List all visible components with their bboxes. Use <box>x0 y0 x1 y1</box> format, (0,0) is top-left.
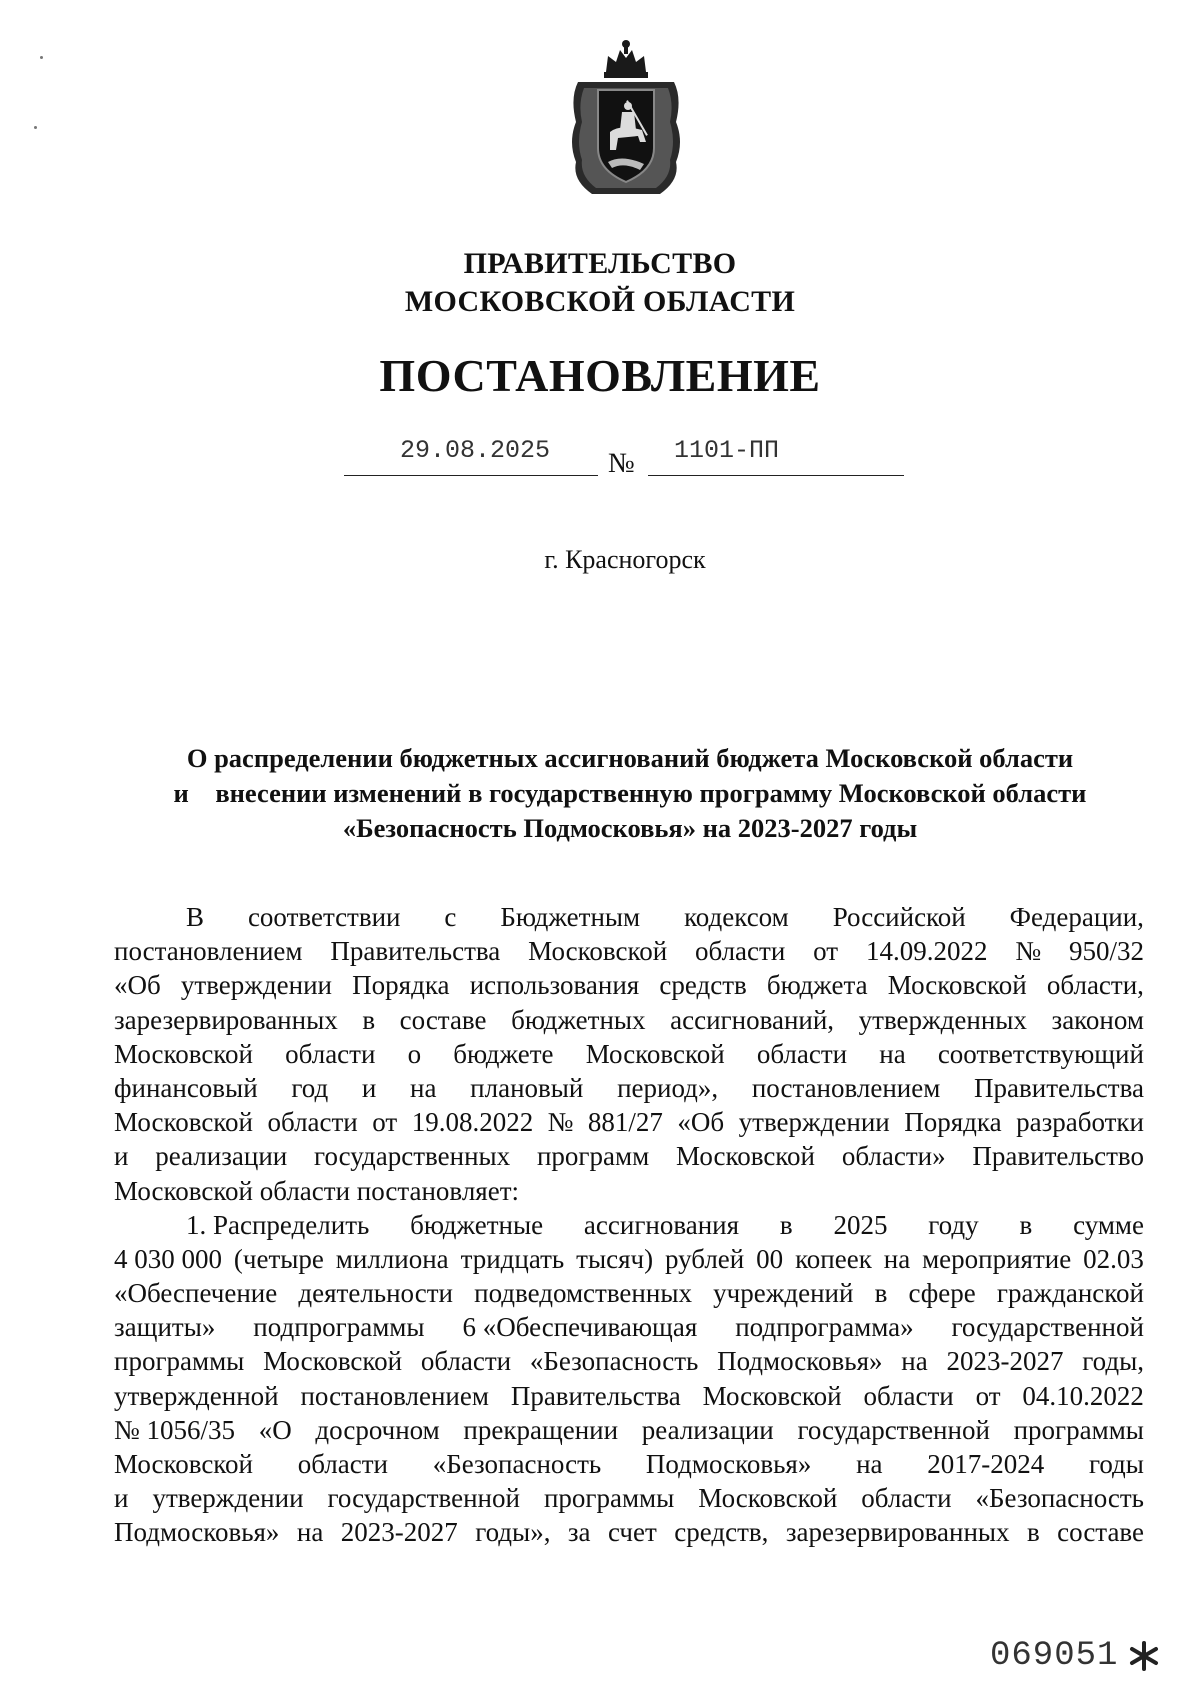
body-word: бюджетных <box>511 1004 646 1035</box>
body-word: подпрограммы <box>253 1312 425 1343</box>
body-word: Московской <box>114 1038 254 1069</box>
body-word: Московской <box>887 970 1027 1001</box>
body-word: постановлением <box>300 1380 489 1411</box>
body-word: 02.03 <box>1083 1243 1144 1274</box>
body-word: 00 <box>756 1243 784 1274</box>
body-word: плановый <box>470 1072 584 1103</box>
body-word: области <box>297 1449 388 1479</box>
body-line <box>114 1242 1144 1276</box>
date-underline <box>344 475 598 476</box>
body-line: Московской области постановляет: <box>114 1175 519 1206</box>
document-serial-number: 069051 <box>990 1637 1119 1675</box>
body-word: в <box>362 1004 376 1035</box>
body-line <box>114 1413 1144 1447</box>
body-word: гражданской <box>996 1278 1144 1309</box>
document-type-heading: ПОСТАНОВЛЕНИЕ <box>379 350 821 401</box>
body-word: 4 030 000 <box>114 1243 222 1274</box>
body-word: годы <box>1088 1449 1144 1479</box>
body-word: В <box>186 902 205 932</box>
body-word: области <box>285 1038 376 1069</box>
body-line <box>114 1208 1144 1242</box>
body-word: Московской <box>702 1380 842 1411</box>
body-word: на <box>883 1243 911 1274</box>
body-line <box>114 1139 1144 1173</box>
body-word: Порядка <box>904 1107 1002 1138</box>
scan-speck <box>40 56 43 59</box>
body-word: на <box>901 1346 928 1377</box>
body-word: «Безопасность <box>975 1483 1144 1514</box>
body-word: с <box>444 902 457 932</box>
body-word: области, <box>1046 970 1144 1001</box>
document-number: 1101-ПП <box>674 436 780 465</box>
body-word: мероприятие <box>922 1243 1072 1274</box>
body-word: государственной <box>327 1483 520 1514</box>
body-word: Правительства <box>330 936 501 967</box>
body-word: № <box>1015 936 1042 967</box>
body-word: 1. Распределить <box>186 1209 370 1240</box>
body-word: сфере <box>908 1278 976 1309</box>
body-word: (четыре <box>233 1243 324 1274</box>
body-word: «Об <box>114 970 161 1001</box>
body-word: утверждении <box>738 1107 890 1138</box>
body-line <box>114 1344 1144 1378</box>
body-word: Порядка <box>352 970 450 1001</box>
body-word: на <box>296 1517 324 1548</box>
government-name-line1: ПРАВИТЕЛЬСТВО <box>463 247 737 280</box>
body-word: тридцать <box>460 1243 565 1274</box>
body-word: Московской <box>263 1346 403 1377</box>
body-word: составе <box>1057 1517 1144 1548</box>
body-word: разработки <box>1016 1107 1144 1138</box>
document-body <box>114 900 1144 1550</box>
body-word: постановлением <box>751 1072 941 1103</box>
body-word: годы», <box>475 1517 551 1548</box>
body-line <box>114 934 1144 968</box>
document-date: 29.08.2025 <box>400 436 551 465</box>
moscow-oblast-coat-of-arms-icon <box>562 38 690 200</box>
body-word: утверждении <box>180 970 333 1001</box>
body-word: в <box>1019 1209 1033 1240</box>
body-word: № <box>547 1107 574 1138</box>
body-word: зарезервированных <box>785 1517 1010 1548</box>
body-word: годы, <box>1082 1346 1144 1377</box>
body-word: защиты» <box>114 1312 216 1343</box>
government-name-line2: МОСКОВСКОЙ ОБЛАСТИ <box>404 285 796 318</box>
body-word: Подмосковья» <box>717 1346 883 1377</box>
body-word: 04.10.2022 <box>1022 1380 1144 1411</box>
body-word: и <box>361 1072 377 1103</box>
body-word: Московской <box>585 1038 725 1069</box>
body-line <box>114 1379 1144 1413</box>
body-word: счет <box>607 1517 657 1548</box>
body-line <box>114 1003 1144 1037</box>
body-word: 2017-2024 <box>927 1449 1045 1479</box>
body-word: зарезервированных <box>114 1004 338 1035</box>
body-word: кодексом <box>684 902 789 932</box>
document-title-line2: и внесении изменений в государственную программу Московской области <box>173 778 1087 808</box>
body-word: Московской <box>528 936 668 967</box>
body-word: «О <box>258 1414 292 1445</box>
body-word: составе <box>399 1004 487 1035</box>
body-word: 2023-2027 <box>340 1517 458 1548</box>
body-word: «Обеспечение <box>114 1278 278 1309</box>
body-word: соответствующий <box>937 1038 1144 1069</box>
body-word: прекращении <box>463 1414 619 1445</box>
body-word: средств, <box>674 1517 769 1548</box>
body-word: на <box>879 1038 906 1069</box>
body-word: Подмосковья» <box>114 1517 280 1548</box>
body-line <box>114 968 1144 1002</box>
body-word: соответствии <box>247 902 401 932</box>
body-word: в <box>779 1209 793 1240</box>
document-title-line1: О распределении бюджетных ассигнований бюджета Московской области <box>186 743 1074 773</box>
body-word: использования <box>469 970 640 1001</box>
body-word: 14.09.2022 <box>865 936 988 967</box>
body-word: Московской <box>114 1107 254 1138</box>
body-word: программ <box>536 1141 650 1172</box>
body-line <box>114 1481 1144 1515</box>
body-word: законом <box>1051 1004 1144 1035</box>
body-line <box>114 1447 1144 1481</box>
body-word: программы <box>114 1346 245 1377</box>
body-word: от <box>372 1107 398 1138</box>
body-word: учреждений <box>713 1278 854 1309</box>
body-word: за <box>567 1517 591 1548</box>
body-word: постановлением <box>114 936 303 967</box>
body-word: на <box>856 1449 883 1479</box>
body-word: области <box>267 1107 358 1138</box>
body-line <box>114 1310 1144 1344</box>
body-word: на <box>410 1072 437 1103</box>
body-word: подпрограмма» <box>735 1312 914 1343</box>
body-word: области <box>863 1380 954 1411</box>
number-underline <box>648 475 904 476</box>
body-word: тысяч) <box>576 1243 654 1274</box>
body-word: программы <box>543 1483 675 1514</box>
body-word: Правительство <box>972 1141 1144 1172</box>
body-word: № 1056/35 <box>114 1414 236 1445</box>
body-word: бюджетные <box>410 1209 544 1240</box>
body-word: государственной <box>951 1312 1144 1343</box>
body-word: 2025 <box>833 1209 888 1240</box>
body-word: Российской <box>832 902 966 932</box>
body-word: Правительства <box>974 1072 1144 1103</box>
body-word: области <box>756 1038 848 1069</box>
body-word: от <box>813 936 839 967</box>
body-word: финансовый <box>114 1072 258 1103</box>
body-word: реализации <box>155 1141 288 1172</box>
body-word: Московской <box>114 1449 254 1479</box>
body-word: Федерации, <box>1009 902 1144 932</box>
body-word: о <box>407 1038 422 1069</box>
body-word: от <box>975 1380 1001 1411</box>
body-word: и <box>114 1141 129 1172</box>
body-line <box>114 1276 1144 1310</box>
body-word: ассигнований, <box>670 1004 835 1035</box>
body-word: миллиона <box>335 1243 449 1274</box>
scan-speck <box>34 126 37 129</box>
body-word: в <box>1026 1517 1040 1548</box>
body-line <box>114 1071 1144 1105</box>
body-word: «Об <box>677 1107 725 1138</box>
body-word: области <box>861 1483 952 1514</box>
body-word: области <box>420 1346 512 1377</box>
body-word: копеек <box>795 1243 872 1274</box>
body-line <box>114 1037 1144 1071</box>
body-word: государственной <box>797 1414 990 1445</box>
body-word: 950/32 <box>1068 936 1144 967</box>
body-word: ассигнования <box>583 1209 740 1240</box>
issue-city: г. Красногорск <box>544 545 706 574</box>
body-word: 881/27 <box>587 1107 663 1138</box>
body-word: области <box>695 936 786 967</box>
body-word: утвержденных <box>858 1004 1027 1035</box>
body-word: Подмосковья» <box>645 1449 812 1479</box>
body-word: «Безопасность <box>432 1449 602 1479</box>
body-line <box>114 1105 1144 1139</box>
body-word: утверждении <box>152 1483 304 1514</box>
body-word: средств <box>659 970 747 1001</box>
body-word: период», <box>617 1072 719 1103</box>
body-word: Московской <box>698 1483 838 1514</box>
body-line <box>114 1515 1144 1549</box>
body-word: утвержденной <box>114 1380 279 1411</box>
body-word: области» <box>841 1141 946 1172</box>
body-word: досрочном <box>315 1414 440 1445</box>
body-word: Московской <box>675 1141 815 1172</box>
body-word: 19.08.2022 <box>411 1107 534 1138</box>
body-word: бюджете <box>453 1038 554 1069</box>
body-word: деятельности <box>298 1278 453 1309</box>
body-word: программы <box>1013 1414 1144 1445</box>
body-word: реализации <box>641 1414 774 1445</box>
body-word: 2023-2027 <box>946 1346 1064 1377</box>
body-word: рублей <box>664 1243 745 1274</box>
body-word: Правительства <box>510 1380 681 1411</box>
body-word: «Безопасность <box>529 1346 699 1377</box>
number-sign: № <box>608 448 635 479</box>
document-title-line3: «Безопасность Подмосковья» на 2023-2027 годы <box>342 813 918 843</box>
body-line <box>114 900 1144 934</box>
asterisk-mark-icon <box>1128 1640 1160 1672</box>
body-word: и <box>114 1483 129 1514</box>
body-word: году <box>928 1209 979 1240</box>
body-word: сумме <box>1073 1209 1144 1240</box>
body-word: 6 «Обеспечивающая <box>462 1312 698 1343</box>
body-word: в <box>874 1278 888 1309</box>
body-word: подведомственных <box>474 1278 692 1309</box>
body-word: год <box>291 1072 329 1103</box>
body-word: государственных <box>314 1141 511 1172</box>
body-word: Бюджетным <box>500 902 641 932</box>
body-word: бюджета <box>766 970 868 1001</box>
